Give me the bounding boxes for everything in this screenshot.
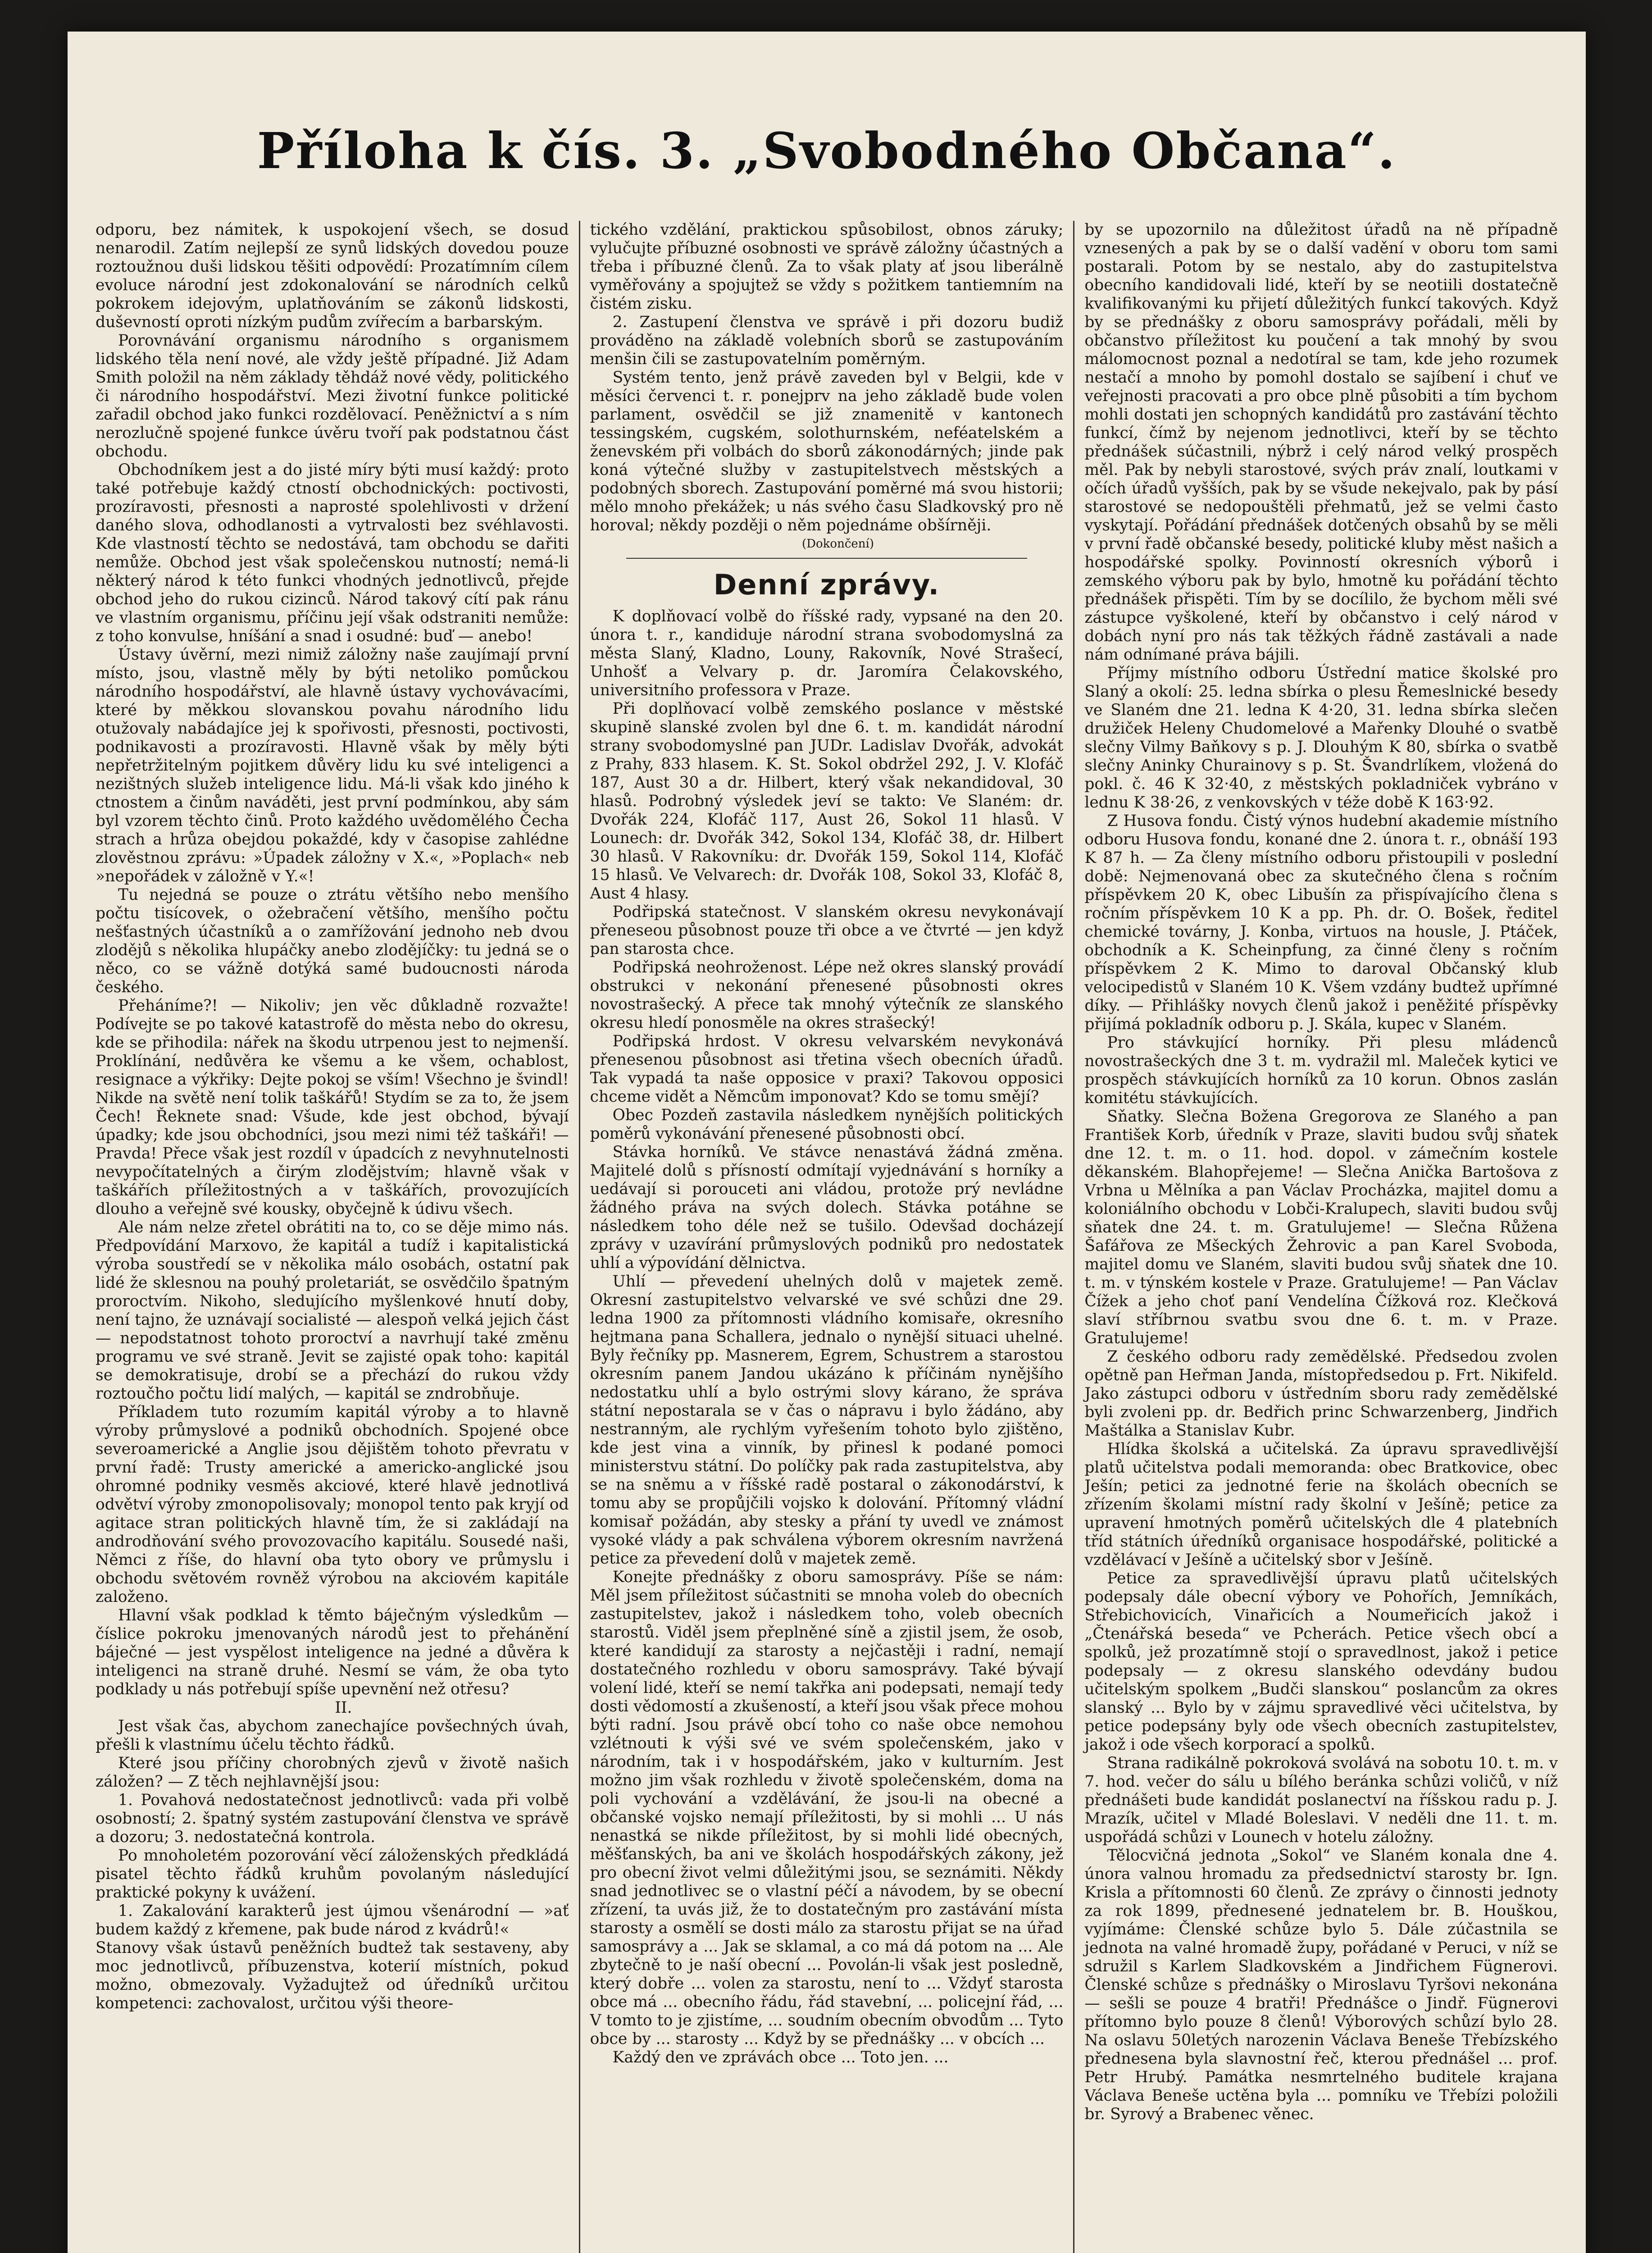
page-title: Příloha k čís. 3. „Svobodného Občana“. [257,122,1397,180]
article-paragraph: Porovnávání organismu národního s organismem lidského těla není nové, ale vždy ještě případné. Již Adam Smith položil na něm základy těhdáž nové vědy, politického či národního hospodářství. Mezi životní funkce politické zařadil obchod jako funkci rozdělovací. Peněžnictví a s ním nerozlučně spojené funkce úvěru tvoří pak podstatnou část obchodu. [96,332,569,461]
article-paragraph: 2. Zastupení členstva ve správě i při dozoru budiž prováděno na základě volebních sborů se zastupováním menšin čili se zastupovatelním poměrným. [590,313,1064,368]
section-number: II. [335,1699,352,1717]
article-paragraph: Konejte přednášky z oboru samosprávy. Píše se nám: Měl jsem příležitost súčastniti se mnoha voleb do obecních zastupitelstev, jakož i následkem toho, voleb obecních starostů. Viděl jsem přeplněné síně a zjistil jsem, že osob, které kandidují za starosty a nejčastěji i radní, nemají dostatečného rozhledu v oboru samosprávy. Také bývají volení lidé, kteří se nemí takřka ani podepsati, nemají tedy dosti vědomostí a zkušeností, a kteří jsou však přece mohou býti radní. Jsou právě obcí toho co naše obce nemohou vzlétnouti k výši své ve svém společenském, jako v národním, tak i v hospodářském, jako v kulturním. Jest možno jim však rozhledu v životě společenském, doma na poli vychování a vzdělávání, že jsou-li na obecné a občanské vojsko nemají příležitosti, by si mohli ... U nás nenastká se nikde příležitost, by si mohli lidé obecných, měšťanských, ba ani ve školách hospodářských zákony, jež pro obecní život velmi důležitými jsou, se seznámiti. Někdy snad jednotlivec se o vlastní péčí a návodem, by se obecní zřízení, ta uvás již, že to dostatečným pro zastávání místa starosty a osmělí se dosti málo za starostu přijat se na úřad samosprávy a ... Jak se sklamal, a co má dá potom na ... Ale zbytečně to je naší obecní ... Povolán-li však jest posledně, který dobře ... volen za starostu, není to ... Vždyť starosta obce má ... obecního řádu, řád stavební, ... policejní řád, ... V tomto to je zjistíme, ... soudním obecním obvodům ... Tyto obce by ... starosty ... Když by se přednášky ... v obcích ... [590,1568,1064,2048]
article-paragraph: Při doplňovací volbě zemského poslance v městské skupině slanské zvolen byl dne 6. t. m. kandidát národní strany svobodomyslné pan JUDr. Ladislav Dvořák, advokát z Prahy, 833 hlasem. K. St. Sokol obdržel 292, J. V. Klofáč 187, Aust 30 a dr. Hilbert, který však nekandidoval, 30 hlasů. Podrobný výsledek jeví se takto: Ve Slaném: dr. Dvořák 224, Klofáč 117, Aust 26, Sokol 11 hlasů. V Lounech: dr. Dvořák 342, Sokol 134, Klofáč 38, dr. Hilbert 30 hlasů. V Rakovníku: dr. Dvořák 159, Sokol 114, Klofáč 15 hlasů. Ve Velvarech: dr. Dvořák 108, Sokol 33, Klofáč 8, Aust 4 hlasy. [590,700,1064,903]
article-paragraph: Uhlí — převedení uhelných dolů v majetek země. Okresní zastupitelstvo velvarské ve své schůzi dne 29. ledna 1900 za přítomnosti vládního komisaře, okresního hejtmana pana Schallera, jednalo o nynější situaci uhelné. Byly řečníky pp. Masnerem, Egrem, Schustrem a starostou okresním panem Jandou ukázáno k příčinám nynějšího nedostatku uhlí a bylo ostrými slovy kárano, že správa státní nepostarala se v čas o nápravu i bylo žádáno, aby nestranným, ale rychlým vyřešením tohoto bylo zjištěno, kde jest vina a vinník, by přinesl k podané pomoci ministerstvu státní. Do políčky pak rada zastupitelstva, aby se na sněmu a v říšské radě postaral o zákonodárství, k tomu aby se propůjčili vojsko k dolování. Přítomný vládní komisař požádán, aby stesky a přání ty uvedl ve známost vysoké vlády a pak schválena výborem okresním navržená petice za převedení dolů v majetek země. [590,1272,1064,1568]
column-right [1074,221,1568,2253]
article-paragraph: Strana radikálně pokroková svolává na sobotu 10. t. m. v 7. hod. večer do sálu u bílého beránka schůzi voličů, v níž přednášeti bude kandidát poslanectví na říšskou radu p. J. Mrazík, učitel v Mladé Boleslavi. V neděli dne 11. t. m. uspořádá schůzi v Lounech v hotelu záložny. [1084,1754,1558,1846]
article-paragraph: Podřipská statečnost. V slanském okresu nevykonávají přeneseou působnost pouze tři obce a ve čtvrté — jen když pan starosta chce. [590,903,1064,958]
article-paragraph: Podřipská hrdost. V okresu velvarském nevykonává přenesenou působnost asi třetina všech obecních úřadů. Tak vypadá ta naše opposice v praxi? Takovou opposici chceme vidět a Němcům imponovat? Kdo se tomu smějí? [590,1032,1064,1106]
article-paragraph: Přeháníme?! — Nikoliv; jen věc důkladně rozvažte! Podívejte se po takové katastrofě do města nebo do okresu, kde se přihodila: nářek na škodu utrpenou jest to nejmenší. Proklínání, nedůvěra ke všemu a ke všem, ochablost, resignace a výkřiky: Dejte pokoj se vším! Všechno je švindl! Nikde na světě není tolik taškářů! Stydím se za to, že jsem Čech! Řeknete snad: Všude, kde jest obchod, bývají úpadky; kde jsou obchodníci, jsou mezi nimi též taškáři! — Pravda! Přece však jest rozdíl v úpadcích z nevyhnutelnosti nevypočítatelných a čirým zlodějstvím; hlavně však v taškářích příležitostných a v taškářích, provozujících dlouho a veřejně své kousky, obyčejně k údivu všech. [96,997,569,1218]
article-paragraph: Podřipská neohroženost. Lépe než okres slanský provádí obstrukci v nekonání přenesené působnosti okres novostrašecký. A přece tak mnohý výtečník ze slanského okresu hledí ponosměle na okres strašecký! [590,958,1064,1032]
article-paragraph: odporu, bez námitek, k uspokojení všech, se dosud nenarodil. Zatím nejlepší ze synů lidských dovedou pouze roztoužnou duši lidskou těšiti odpovědí: Prozatímním cílem evoluce národní jest zdokonalování se národních celků pokrokem idejovým, uplatňováním se zákonů lidskosti, duševností oproti nízkým pudům zvířecím a barbarským. [96,221,569,331]
article-paragraph: Příjmy místního odboru Ústřední matice školské pro Slaný a okolí: 25. ledna sbírka o plesu Řemeslnické besedy ve Slaném dne 21. ledna K 4·20, 31. ledna sbírka slečen družiček Heleny Chudomelové a Mařenky Dlouhé o svatbě slečny Vilmy Baňkovy s p. J. Dlouhým K 80, sbírka o svatbě slečny Aninky Churainovy s p. St. Švandrlíkem, vložená do pokl. č. 46 K 32·40, z městských pokladniček vybráno v lednu K 38·26, z venkovských v téže době K 163·92. [1084,664,1558,812]
article-paragraph: Jest však čas, abychom zanechajíce povšechných úvah, přešli k vlastnímu účelu těchto řádků. [96,1717,569,1754]
newspaper-page [68,32,1586,2253]
section-heading: Denní zprávy. [713,568,940,601]
article-paragraph: Stávka horníků. Ve stávce nenastává žádná změna. Majitelé dolů s přísností odmítají vyjednávání s horníky a uedávají si porouceti ani vládou, protože prý nevládne žádného práva na svých dolech. Stávka potáhne se následkem toho déle než se tušilo. Odevšad docházejí zprávy v uzavírání průmyslových podniků pro nedostatek uhlí a výpovídání dělnictva. [590,1143,1064,1272]
article-paragraph: Ale nám nelze zřetel obrátiti na to, co se děje mimo nás. Předpovídání Marxovo, že kapitál a tudíž i kapitalistická výroba soustředí se v několika málo osobách, ostatní pak lidé že sklesnou na pouhý proletariát, se osvědčilo špatným proroctvím. Nikoho, sledujícího myšlenkové hnutí doby, není tajno, že uznávají socialisté — alespoň velká jejich část — nepodstatnost tohoto proroctví a navrhují také změnu programu ve své straně. Jevit se zajisté opak toho: kapitál se demokratisuje, drobí se a přechází do rukou vždy roztoučho počtu lidí malých, — kapitál se zndrobňuje. [96,1218,569,1403]
article-paragraph: Petice za spravedlivější úpravu platů učitelských podepsaly dále obecní výbory ve Pohořích, Jemníkách, Střebichovicích, Vinařicích a Noumeřicích jakož i „Čtenářská beseda“ ve Pcherách. Petice všech obcí a spolků, jež prozatímně stojí o spravedlnost, jakož i petice podepsaly — z okresu slanského odevdány budou učitelským spolkem „Budči slanskou“ poslancům za okres slanský ... Bylo by v zájmu spravedlivé věci učitelstva, by petice podepsány byly ode všech obecních zastupitelstev, jakož i ode všech korporací a spolků. [1084,1569,1558,1754]
article-paragraph: 1. Povahová nedostatečnost jednotlivců: vada při volbě osobností; 2. špatný systém zastupování členstva ve správě a dozoru; 3. nedostatečná kontrola. [96,1791,569,1846]
article-paragraph: Tělocvičná jednota „Sokol“ ve Slaném konala dne 4. února valnou hromadu za předsednictví starosty br. Ign. Krisla a přítomnosti 60 členů. Ze zprávy o činnosti jednoty za rok 1899, přednesené jednatelem br. B. Houškou, vyjímáme: Členské schůze bylo 5. Dále zúčastnila se jednota na valné hromadě župy, pořádané v Peruci, v níž se sdružil s Karlem Sladkovském a Jindřichem Fügnerovi. Členské schůze s přednášky o Miroslavu Tyršovi nekonána — sešli se pouze 4 bratři! Přednášce o Jindř. Fügnerovi přítomno bylo pouze 8 členů! Výborových schůzí bylo 28. Na oslavu 50letých narozenin Václava Beneše Třebízského přednesena byla slavnostní řeč, kterou přednášel ... prof. Petr Hrubý. Památka nesmrtelného buditele krajana Václava Beneše uctěna byla ... pomníku ve Třebízi položili br. Syrový a Brabenec věnec. [1084,1847,1558,2123]
article-paragraph: Z českého odboru rady zemědělské. Předsedou zvolen opětně pan Heřman Janda, místopředsedou p. Frt. Nikifeld. Jako zástupci odboru v ústředním sboru rady zemědělské byli zvoleni pp. dr. Bedřich princ Schwarzenberg, Jindřich Maštálka a Stanislav Kubr. [1084,1348,1558,1440]
article-columns [86,221,1568,2253]
article-paragraph: 1. Zakalování karakterů jest újmou všenárodní — »ať budem každý z křemene, pak bude národ z kvádrů!« [96,1902,569,1938]
article-paragraph: Ústavy úvěrní, mezi nimiž záložny naše zaujímají první místo, jsou, vlastně měly by býti netoliko pomůckou národního hospodářství, ale hlavně ústavy vychovávacími, které by měkkou slovanskou povahu národního lidu otužovaly nabádajíce jej k spořivosti, přesnosti, poctivosti, podnikavosti a prozíravosti. Hlavně však by měly býti nepřetržitelným pojitkem důvěry lidu ku své inteligenci a nezištných služeb inteligence lidu. Má-li však kdo jiného k ctnostem a činům naváděti, jest první podmínkou, aby sám byl vzorem těchto činů. Proto každého uvědomělého Čecha strach a hrůza obejdou pokaždé, kdy v časopise zahlédne zlověstnou zprávu: »Úpadek záložny v X.«, »Poplach« neb »nepořádek v záložně v Y.«! [96,646,569,885]
column-left [86,221,580,2253]
article-paragraph: Stanovy však ústavů peněžních budtež tak sestaveny, aby moc jednotlivců, příbuzenstva, koterií místních, pokud možno, obmezovaly. Vyžadujtež od úředníků určitou kompetenci: zachovalost, určitou výši theore- [96,1939,569,2012]
article-paragraph: Každý den ve zprávách obce ... Toto jen. ... [612,2048,949,2066]
article-paragraph: Sňatky. Slečna Božena Gregorova ze Slaného a pan František Korb, úředník v Praze, slaviti budou svůj sňatek dne 12. t. m. o 11. hod. dopol. v zámečním kostele děkanském. Blahopřejeme! — Slečna Anička Bartošova z Vrbna u Mělníka a pan Václav Procházka, majitel domu a koloniálního obchodu v Lobči-Kralupech, slaviti budou svůj sňatek dne 24. t. m. Gratulujeme! — Slečna Růžena Šafářova ze Mšeckých Žehrovic a pan Karel Svoboda, majitel domu ve Slaném, slaviti budou svůj sňatek dne 10. t. m. v týnském kostele v Praze. Gratulujeme! — Pan Václav Čížek a jeho choť paní Vendelína Čížková roz. Klečková slaví stříbrnou svatbu svou dne 6. t. m. v Praze. Gratulujeme! [1084,1108,1558,1347]
article-paragraph: Obec Pozdeň zastavila následkem nynějších politických poměrů vykonávání přenesené působnosti obcí. [590,1106,1064,1143]
article-paragraph: Příkladem tuto rozumím kapitál výroby a to hlavně výroby průmyslové a podniků obchodních. Spojené obce severoamerické a Anglie jsou dějištěm tohoto převratu v první řadě: Trusty americké a americko-anglické jsou ohromné podniky vesměs akciové, které hlavě jednotlivá odvětví výroby zmonopolisovaly; monopol tento pak kryjí od agitace stran politických hlavně tím, že si zakládají na androdňování svého provozovacího kapitálu. Sousedé naši, Němci z říše, do hlavní oba tyto obory ve průmyslu i obchodu světovém rovněž výrobou na akciovém kapitále založeno. [96,1403,569,1606]
continuation-note: (Dokončení) [802,537,874,551]
article-paragraph: Které jsou příčiny chorobných zjevů v životě našich záložen? — Z těch nejhlavnější jsou: [96,1754,569,1791]
article-paragraph: K doplňovací volbě do říšské rady, vypsané na den 20. února t. r., kandiduje národní strana svobodomyslná za města Slaný, Kladno, Louny, Rakovník, Nové Strašecí, Unhošť a Velvary p. dr. Jaromíra Čelakovského, universitního professora v Praze. [590,607,1064,699]
article-paragraph: Hlídka školská a učitelská. Za úpravu spravedlivější platů učitelstva podali memoranda: obec Bratkovice, obec Ješín; petici za jednotné ferie na školách obecních se zřízením školami místní rady školní v Ješíně; petice za upravení hmotných poměrů učitelských dle 4 platebních tříd státních úředníků organisace hospodářské, politické a vzdělávací v Ješíně a učitelský sbor v Ješíně. [1084,1440,1558,1569]
article-paragraph: Tu nejedná se pouze o ztrátu většího nebo menšího počtu tisícovek, o ožebračení většího, menšího počtu nešťastných účastníků a o zamřížování jednoho neb dvou zlodějů s několika hlupáčky anebo zlodějíčky: tu jedná se o něco, co se vážně dotýká samé budoucnosti národa českého. [96,886,569,996]
article-paragraph: Hlavní však podklad k těmto báječným výsledkům — číslice pokroku jmenovaných národů jest to přehánění báječné — jest vyspělost inteligence na jedné a důvěra k inteligenci na straně druhé. Nesmí se vám, že oba tyto podklady u nás potřebují spíše upevnění než otřesu? [96,1606,569,1698]
article-paragraph: Pro stávkující horníky. Při plesu mládenců novostrašeckých dne 3 t. m. vydražil ml. Maleček kytici ve prospěch stávkujících horníků za 10 korun. Obnos zaslán komitétu stávkujících. [1084,1034,1558,1107]
article-paragraph: Po mnoholetém pozorování věcí záloženských předkládá pisatel těchto řádků kruhům povolaným následující praktické pokyny k uvážení. [96,1847,569,1902]
article-paragraph: by se upozornilo na důležitost úřadů na ně případně vznesených a pak by se o další vadění v oboru tom sami postarali. Potom by se nestalo, aby do zastupitelstva obecního kandidovali lidé, kteří by se neotiili dostatečně kvalifikovanými ku přijetí důležitých funkcí takových. Když by se přednášky z oboru samosprávy pořádali, měli by občanstvo příležitost ku poučení a tak mnohý by svou málomocnost poznal a nedotíral se tam, kde jeho rozumek nestačí a mnoho by pomohl dostalo se sajíbení i chuť ve veřejnosti pracovati a pro obce plně působiti a tím bychom mohli dostati jen schopných kandidátů pro zastávání těchto funkcí, čímž by nejenom jednotlivci, kteří by se těchto přednášek súčastnili, nýbrž i celý národ velký prospěch měl. Pak by nebyli starostové, svých práv znalí, loutkami v očích úřadů vyšších, pak by se všude nekejvalo, pak by pásí starostové se nedopouštěli přehmatů, jež se velmi často vyskytají. Pořádání přednášek dotčených obsahů by se měli v první řadě občanské besedy, politické kluby měst našich a hospodářské spolky. Povinností okresních výborů i zemského výboru pak by bylo, hmotně ku pořádání těchto přednášek přispěti. Tím by se docílilo, že bychom měli své zástupce vyškolené, kteří by občanstvo i celý národ v dobách nyní pro nás tak těžkých řádně zastávali a nade nám odnímané práva bájili. [1084,221,1558,664]
article-paragraph: tického vzdělání, praktickou spůsobilost, obnos záruky; vylučujte příbuzné osobnosti ve správě záložny účastných a třeba i příbuzné členů. Za to však platy ať jsou liberálně vyměřovány a spojujtež se vždy s požitkem tantiemním na čistém zisku. [590,221,1064,313]
article-paragraph: Obchodníkem jest a do jisté míry býti musí každý: proto také potřebuje každý ctností obchodnických: poctivosti, prozíravosti, přesnosti a naprosté spolehlivosti v držení daného slova, odhodlanosti a vytrvalosti bez svéhlavosti. Kde vlastností těchto se nedostává, tam obchodu se dařiti nemůže. Obchod jest však společenskou nutností; nemá-li některý národ k této funkci vhodných jednotlivců, přejde obchod jeho do rukou cizinců. Národ takový cítí pak ránu ve vlastním organismu, příčinu její však odstraniti nemůže: z toho konvulse, hníšání a snad i osudné: buď — anebo! [96,461,569,645]
article-paragraph: Systém tento, jenž právě zaveden byl v Belgii, kde v měsíci červenci t. r. ponejprv na jeho základě bude volen parlament, osvědčil se již znamenitě v kantonech tessingském, cugském, solothurnském, neféatelském a ženevském při volbách do sborů zákonodárných; jinde pak koná výtečné služby v zastupitelstvech městských a podobných sborech. Zastupování poměrné má svou historii; mělo mnoho překážek; u nás svého času Sladkovský pro ně horoval; někdy později o něm pojednáme obšírněji. [590,369,1064,534]
column-middle [580,221,1075,2253]
article-paragraph: Z Husova fondu. Čistý výnos hudební akademie místního odboru Husova fondu, konané dne 2. února t. r., obnáší 193 K 87 h. — Za členy místního odboru přistoupili v poslední době: Nejmenovaná obec za skutečného člena s ročním příspěvkem 20 K, obec Libušín za přispívajícího člena s ročním příspěvkem 10 K a pp. Ph. dr. O. Bošek, ředitel chemické továrny, J. Konba, virtuos na housle, J. Ptáček, obchodník a K. Scheinpfung, za činné členy s ročním příspěvkem 2 K. Mimo to daroval Občanský klub velocipedistů v Slaném 10 K. Všem vzdány budtež upřímné díky. — Přihlášky novych členů jakož i peněžité příspěvky přijímá pokladník odboru p. J. Skála, kupec v Slaném. [1084,812,1558,1033]
divider-rule [626,558,1028,559]
